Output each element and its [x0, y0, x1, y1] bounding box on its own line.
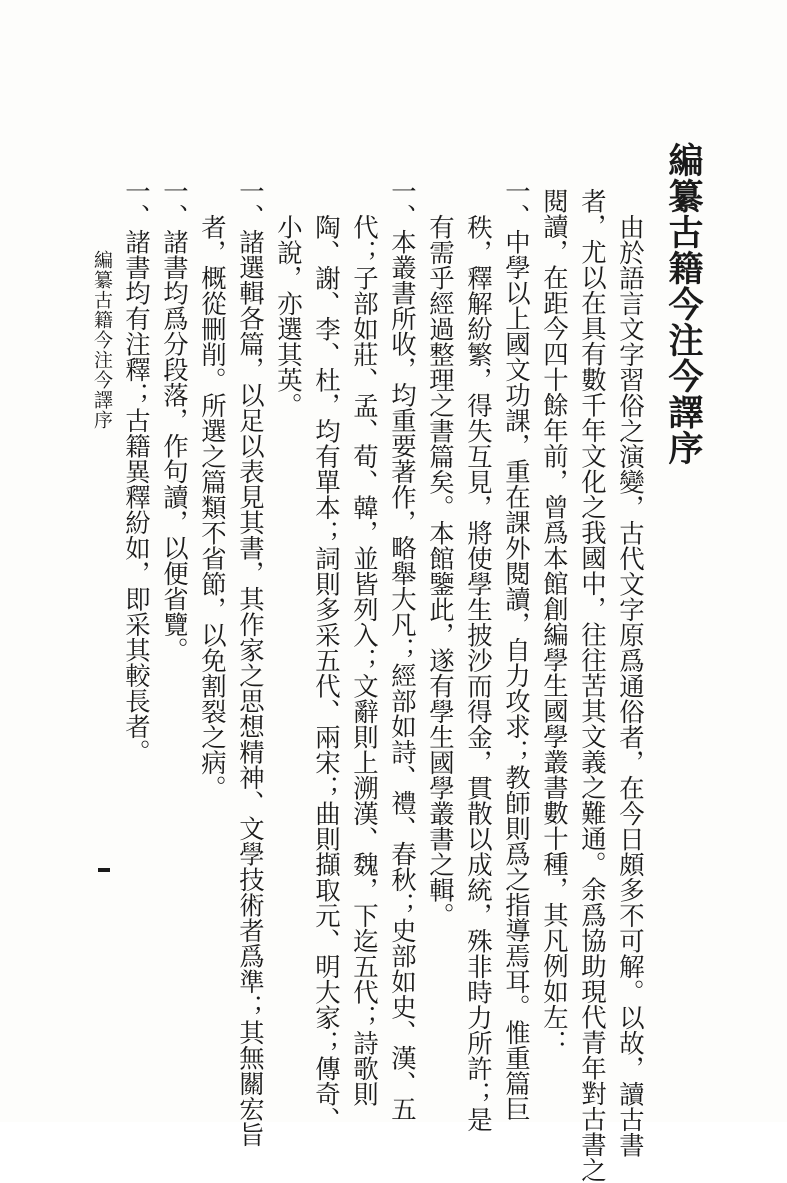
- page-number: [98, 868, 110, 872]
- running-title: 編纂古籍今注今譯序: [91, 250, 113, 430]
- text-column-6: 有需乎經過整理之書篇矣。本館鑒此，遂有學生國學叢書之輯。: [426, 214, 456, 928]
- page-title: 編纂古籍今注今譯序: [663, 142, 704, 466]
- text-column-9: 陶、謝、李、杜，均有單本；詞則多采五代、兩宋；曲則擷取元、明大家；傳奇、: [312, 214, 342, 1132]
- text-column-14: 一、諸書均有注釋；古籍異釋紛如，即采其較長者。: [122, 178, 152, 765]
- text-column-4: 一、中學以上國文功課，重在課外閱讀，自力攻求；教師則爲之指導焉耳。惟重篇巨: [502, 178, 532, 1122]
- text-column-12: 者，概從刪削。所選之篇類不省節，以免割裂之病。: [198, 214, 228, 801]
- text-column-5: 秩，釋解紛繁，得失互見，將使學生披沙而得金，貫散以成統，殊非時力所許；是: [464, 214, 494, 1132]
- text-column-2: 者，尤以在具有數千年文化之我國中，往往苦其文義之難通。余爲協助現代青年對古書之: [578, 188, 608, 1183]
- text-column-3: 閱讀，在距今四十餘年前，曾爲本館創編學生國學叢書數十種，其凡例如左：: [540, 188, 570, 1055]
- text-column-10: 小說，亦選其英。: [274, 214, 304, 418]
- text-column-13: 一、諸書均爲分段落，作句讀，以便省覽。: [160, 178, 190, 663]
- text-column-11: 一、諸選輯各篇，以足以表見其書，其作家之思想精神、文學技術者爲準；其無關宏旨: [236, 178, 266, 1147]
- text-column-8: 代；子部如莊、孟、荀、韓，並皆列入；文辭則上溯漢、魏，下迄五代；詩歌則: [350, 214, 380, 1107]
- text-column-1: 由於語言文字習俗之演變，古代文字原爲通俗者，在今日頗多不可解。以故，讀古書: [616, 214, 646, 1158]
- text-column-7: 一、本叢書所收，均重要著作，略舉大凡；經部如詩、禮、春秋；史部如史、漢、五: [388, 178, 418, 1122]
